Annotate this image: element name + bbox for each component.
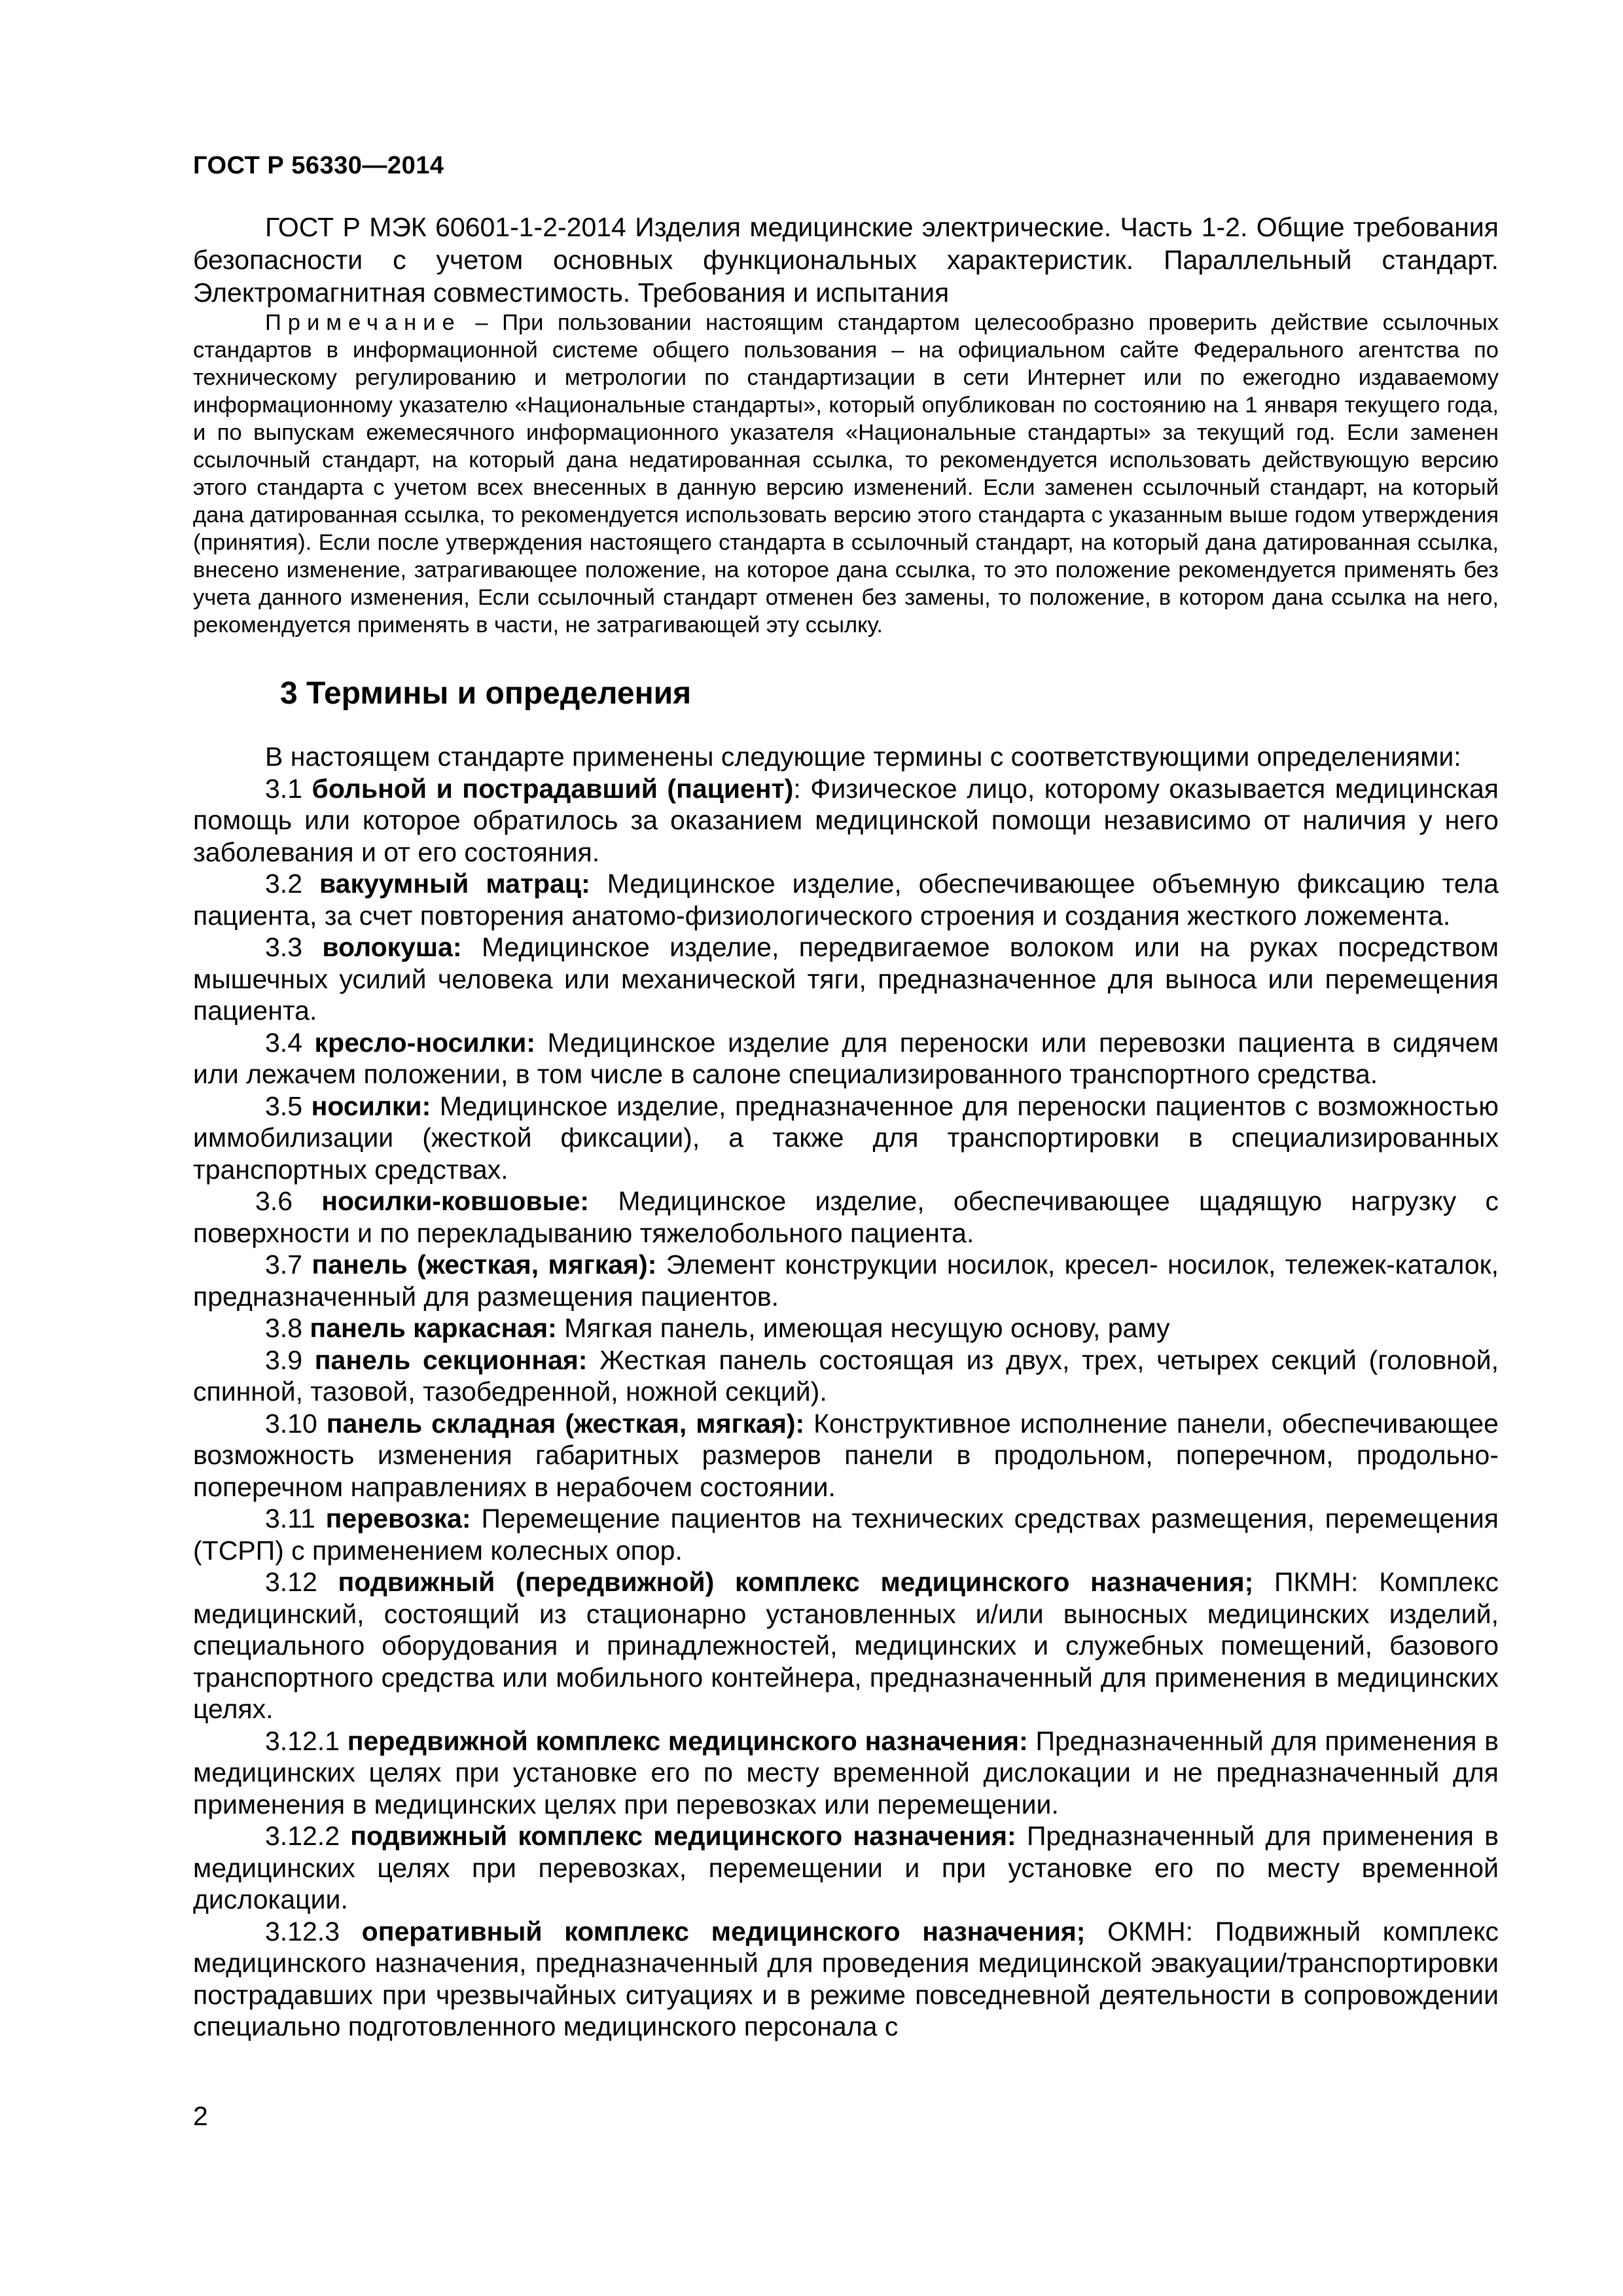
- term-definition: Элемент конструкции носилок, кресел- носилок, тележек-каталок, предназначенный для размещения пациентов.: [193, 1249, 1499, 1312]
- term-name: оперативный комплекс медицинского назначения;: [361, 1916, 1086, 1946]
- term-number: 3.12.3: [265, 1916, 362, 1946]
- term-3-6: [193, 1185, 1499, 1249]
- term-name: панель складная (жесткая, мягкая):: [326, 1408, 805, 1439]
- term-definition: Медицинское изделие для переноски или перевозки пациента в сидячем или лежачем положении, в том числе в салоне специализированного транспортного средства.: [193, 1027, 1499, 1089]
- note-text: – При пользовании настоящим стандартом целесообразно проверить действие ссылочных стандартов в информационной системе общего пользования – на официальном сайте Федерального агентства по техническому регулированию и метрологии по стандартизации в сети Интернет или по ежегодно издаваемому информационному указателю «Национальные стандарты», который опубликован по состоянию на 1 января текущего года, и по выпускам ежемесячного информационного указателя «Национальные стандарты» за текущий год. Если заменен ссылочный стандарт, на который дана недатированная ссылка, то рекомендуется использовать действующую версию этого стандарта с учетом всех внесенных в данную версию изменений. Если заменен ссылочный стандарт, на который дана датированная ссылка, то рекомендуется использовать версию этого стандарта с указанным выше годом утверждения (принятия). Если после утверждения настоящего стандарта в ссылочный стандарт, на который дана датированная ссылка, внесено изменение, затрагивающее положение, на которое дана ссылка, то это положение рекомендуется применять без учета данного изменения, Если ссылочный стандарт отменен без замены, то положение, в котором дана ссылка на него, рекомендуется применять в части, не затрагивающей эту ссылку.: [193, 310, 1499, 637]
- term-name: вакуумный матрац:: [319, 869, 590, 899]
- term-3-12-1: [193, 1725, 1499, 1821]
- term-name: перевозка:: [325, 1503, 471, 1534]
- term-separator: :: [793, 773, 801, 804]
- term-definition: ОКМН: Подвижный комплекс медицинского назначения, предназначенный для проведения медицинской эвакуации/транспортировки пострадавших при чрезвычайных ситуациях и в режиме повседневной деятельности в сопровождении специально подготовленного медицинского персонала с: [193, 1916, 1499, 2041]
- term-3-11: [193, 1503, 1499, 1566]
- term-number: 3.5: [265, 1090, 312, 1121]
- term-number: 3.12.1: [265, 1725, 348, 1756]
- term-number: 3.10: [265, 1408, 327, 1439]
- section-intro: В настоящем стандарте применены следующие термины с соответствующими определениями:: [265, 742, 1461, 772]
- section-title: 3 Термины и определения: [280, 676, 692, 711]
- term-definition: Медицинское изделие, обеспечивающее щадящую нагрузку с поверхности и по перекладыванию тяжелобольного пациента.: [193, 1186, 1499, 1248]
- term-number: 3.2: [265, 869, 319, 899]
- term-3-9: [193, 1344, 1499, 1408]
- term-definition: ПКМН: Комплекс медицинский, состоящий из стационарно установленных и/или выносных медицинских изделий, специального оборудования и принадлежностей, медицинских и служебных помещений, базового транспортного средства или мобильного контейнера, предназначенный для применения в медицинских целях.: [193, 1567, 1499, 1724]
- term-number: 3.1: [265, 773, 312, 804]
- term-number: 3.8: [265, 1313, 310, 1343]
- term-number: 3.12.2: [265, 1821, 351, 1851]
- term-3-2: [193, 868, 1499, 931]
- normative-reference: [193, 211, 1499, 309]
- term-3-4: [193, 1027, 1499, 1090]
- page-number: 2: [193, 2101, 208, 2131]
- term-number: 3.7: [265, 1249, 312, 1280]
- note-label: Примечание: [265, 310, 461, 335]
- term-name: панель (жесткая, мягкая):: [312, 1249, 657, 1280]
- term-definition: Физическое лицо, которому оказывается медицинская помощь или которое обратилось за оказанием медицинской помощи независимо от наличия у него заболевания и от его состояния.: [193, 773, 1499, 867]
- term-3-3: [193, 931, 1499, 1027]
- term-definition: Предназначенный для применения в медицинских целях при установке его по месту временной дислокации и не предназначенный для применения в медицинских целях при перевозках или перемещении.: [193, 1725, 1499, 1820]
- term-number: 3.6: [255, 1186, 322, 1216]
- term-name: волокуша:: [322, 932, 462, 962]
- term-name: передвижной комплекс медицинского назначения:: [347, 1725, 1028, 1756]
- term-definition: Медицинское изделие, предназначенное для переноски пациентов с возможностью иммобилизации (жесткой фиксации), а также для транспортировки в специализированных транспортных средствах.: [193, 1090, 1499, 1185]
- term-name: панель секционная:: [314, 1344, 588, 1375]
- term-3-12: [193, 1566, 1499, 1725]
- term-name: больной и пострадавший (пациент): [312, 773, 794, 804]
- term-name: носилки-ковшовые:: [321, 1186, 590, 1216]
- term-number: 3.3: [265, 932, 323, 962]
- reference-paragraph: ГОСТ Р МЭК 60601-1-2-2014 Изделия медицинские электрические. Часть 1-2. Общие требования безопасности с учетом основных функциональных характеристик. Параллельный стандарт. Электромагнитная совместимость. Требования и испытания: [193, 212, 1499, 308]
- term-number: 3.9: [265, 1344, 315, 1375]
- term-definition: Конструктивное исполнение панели, обеспечивающее возможность изменения габаритных размеров панели в продольном, поперечном, продольно-поперечном направлениях в нерабочем состоянии.: [193, 1408, 1499, 1502]
- note-block: [193, 309, 1499, 639]
- term-definition: Перемещение пациентов на технических средствах размещения, перемещения (ТСРП) с применением колесных опор.: [193, 1503, 1499, 1566]
- term-name: подвижный (передвижной) комплекс медицинского назначения;: [338, 1567, 1254, 1597]
- document-body: [193, 211, 1499, 2043]
- term-name: носилки:: [311, 1090, 431, 1121]
- term-number: 3.12: [265, 1567, 338, 1597]
- term-definition: Медицинское изделие, передвигаемое волоком или на руках посредством мышечных усилий человека или механической тяги, предназначенное для выноса или перемещения пациента.: [193, 932, 1499, 1026]
- document-header: ГОСТ Р 56330—2014: [193, 152, 444, 179]
- note-paragraph: [193, 309, 1499, 639]
- term-3-12-3: [193, 1916, 1499, 2043]
- term-definition: Медицинское изделие, обеспечивающее объемную фиксацию тела пациента, за счет повторения анатомо-физиологического строения и создания жесткого ложемента.: [193, 869, 1499, 931]
- term-definition: Жесткая панель состоящая из двух, трех, четырех секций (головной, спинной, тазовой, тазобедренной, ножной секций).: [193, 1344, 1499, 1407]
- terms-list: [193, 741, 1499, 2043]
- term-name: панель каркасная:: [310, 1313, 557, 1343]
- term-number: 3.11: [265, 1503, 326, 1534]
- term-number: 3.4: [265, 1027, 315, 1058]
- term-3-12-2: [193, 1820, 1499, 1916]
- term-3-10: [193, 1408, 1499, 1503]
- term-definition: Предназначенный для применения в медицинских целях при перевозках, перемещении и при установке его по месту временной дислокации.: [193, 1821, 1499, 1914]
- term-3-8: [193, 1312, 1499, 1344]
- term-definition: Мягкая панель, имеющая несущую основу, раму: [556, 1313, 1170, 1343]
- term-3-7: [193, 1249, 1499, 1312]
- term-name: кресло-носилки:: [314, 1027, 536, 1058]
- term-name: подвижный комплекс медицинского назначения:: [350, 1821, 1016, 1851]
- term-3-5: [193, 1090, 1499, 1186]
- term-3-1: [193, 773, 1499, 869]
